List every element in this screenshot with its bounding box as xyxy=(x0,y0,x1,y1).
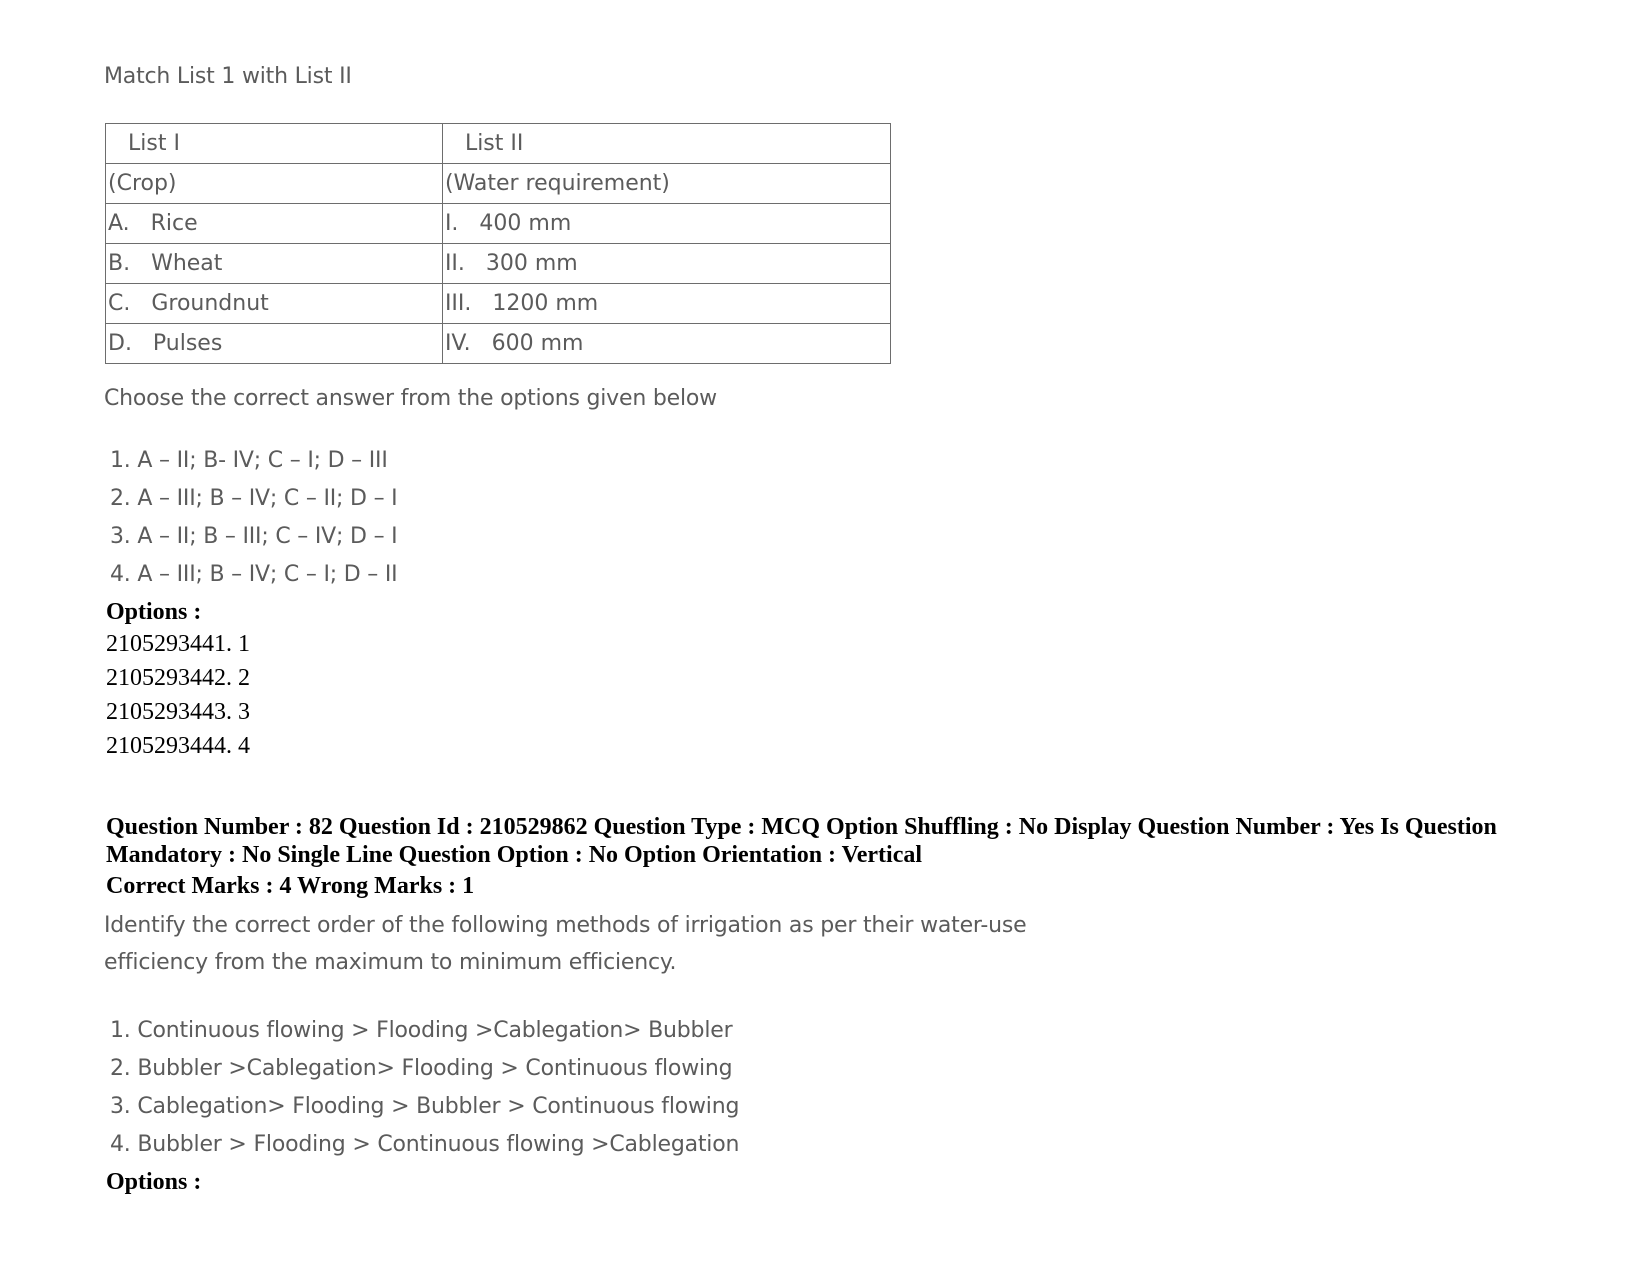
option-id: 2105293443. 3 xyxy=(106,699,250,725)
answer-choice: 3. Cablegation> Flooding > Bubbler > Continuous flowing xyxy=(110,1094,740,1119)
question-prompt-line-1: Identify the correct order of the following methods of irrigation as per their water-use xyxy=(104,913,1027,938)
answer-choice: 2. A – III; B – IV; C – II; D – I xyxy=(110,486,398,511)
options-label: Options : xyxy=(106,599,202,625)
match-table xyxy=(105,123,891,364)
option-id: 2105293444. 4 xyxy=(106,733,250,759)
table-cell: B. Wheat xyxy=(106,244,443,284)
answer-choice: 1. Continuous flowing > Flooding >Cablegation> Bubbler xyxy=(110,1018,733,1043)
instruction-text: Choose the correct answer from the options given below xyxy=(104,386,717,411)
table-cell: A. Rice xyxy=(106,204,443,244)
answer-choice: 1. A – II; B- IV; C – I; D – III xyxy=(110,448,388,473)
option-id-list xyxy=(106,627,250,763)
table-cell: III. 1200 mm xyxy=(442,284,890,324)
table-cell: D. Pulses xyxy=(106,324,443,364)
match-prompt: Match List 1 with List II xyxy=(104,64,352,89)
option-id: 2105293441. 1 xyxy=(106,631,250,657)
list-2-subheader: (Water requirement) xyxy=(442,164,890,204)
table-row xyxy=(106,244,891,284)
answer-choice: 4. Bubbler > Flooding > Continuous flowing >Cablegation xyxy=(110,1132,740,1157)
answer-choice: 2. Bubbler >Cablegation> Flooding > Continuous flowing xyxy=(110,1056,733,1081)
marks-info: Correct Marks : 4 Wrong Marks : 1 xyxy=(106,873,475,899)
option-id: 2105293442. 2 xyxy=(106,665,250,691)
answer-choices xyxy=(110,442,397,594)
table-header-row xyxy=(106,124,891,164)
table-cell: II. 300 mm xyxy=(442,244,890,284)
table-subheader-row xyxy=(106,164,891,204)
list-1-header: List I xyxy=(106,124,443,164)
table-row xyxy=(106,324,891,364)
table-cell: I. 400 mm xyxy=(442,204,890,244)
table-cell: IV. 600 mm xyxy=(442,324,890,364)
question-meta: Question Number : 82 Question Id : 210529862 Question Type : MCQ Option Shuffling : No Display Question Number : Yes Is Question Mandatory : No Single Line Question Option : No Option Orientation : Vertical xyxy=(106,814,1497,868)
answer-choice: 3. A – II; B – III; C – IV; D – I xyxy=(110,524,398,549)
table-cell: C. Groundnut xyxy=(106,284,443,324)
table-row xyxy=(106,284,891,324)
question-prompt-line-2: efficiency from the maximum to minimum efficiency. xyxy=(104,950,677,975)
options-label: Options : xyxy=(106,1169,202,1195)
table-row xyxy=(106,204,891,244)
answer-choices xyxy=(110,1012,739,1164)
list-1-subheader: (Crop) xyxy=(106,164,443,204)
answer-choice: 4. A – III; B – IV; C – I; D – II xyxy=(110,562,398,587)
list-2-header: List II xyxy=(442,124,890,164)
